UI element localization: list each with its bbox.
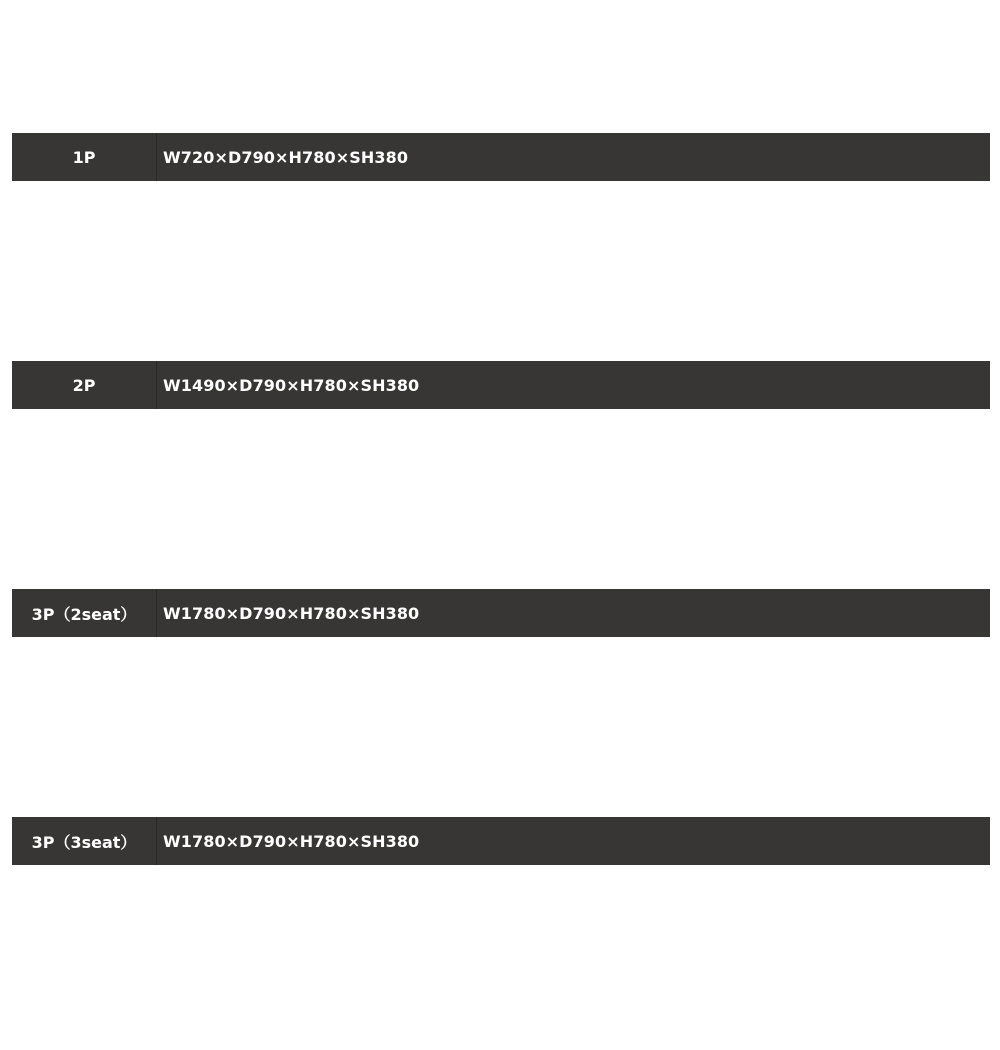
spec-dimensions: W1490×D790×H780×SH380 [163,375,420,395]
spec-row-2p [12,361,990,409]
spec-label: 1P [12,133,157,181]
spec-dimensions: W720×D790×H780×SH380 [163,147,409,167]
spec-label: 3P（2seat） [12,589,157,637]
spec-row-3p-2seat [12,589,990,637]
spec-row-1p [12,133,990,181]
spec-dimensions: W1780×D790×H780×SH380 [163,831,420,851]
spec-label: 2P [12,361,157,409]
spec-dimensions: W1780×D790×H780×SH380 [163,603,420,623]
spec-row-3p-3seat [12,817,990,865]
spec-label: 3P（3seat） [12,817,157,865]
